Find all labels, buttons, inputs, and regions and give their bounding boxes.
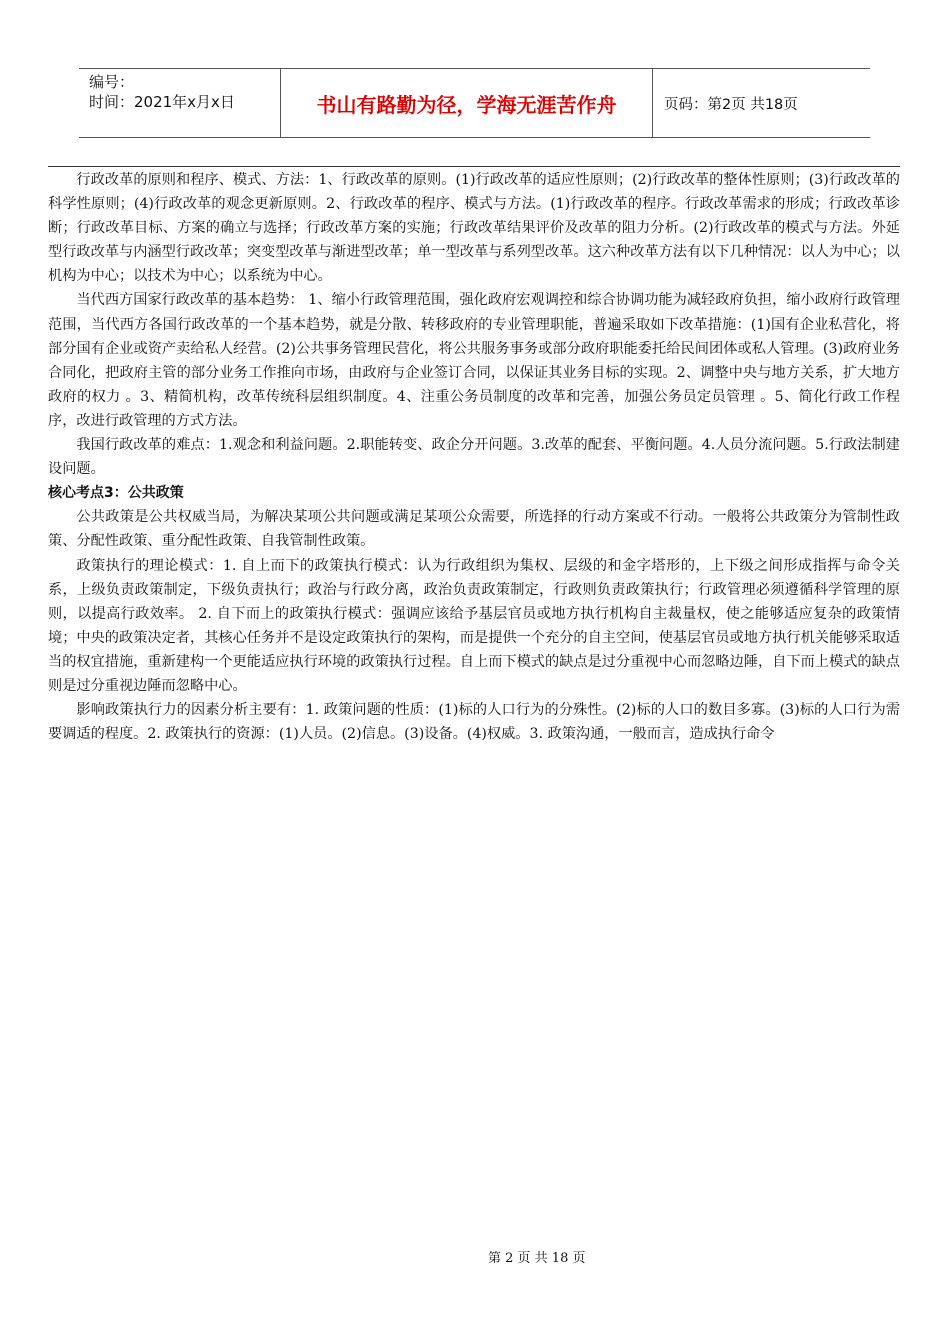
document-date-label: 时间：2021年x月x日 [89,93,235,111]
page-header [79,68,870,138]
header-page-cell [654,69,870,137]
document-body [48,168,900,746]
paragraph-china-difficulties: 我国行政改革的难点：1.观念和利益问题。2.职能转变、政企分开问题。3.改革的配套、平衡问题。4.人员分流问题。5.行政法制建设问题。 [48,437,900,478]
header-motto: 书山有路勤为径，学海无涯苦作舟 [316,92,617,117]
paragraph-implementation-factors: 影响政策执行力的因素分析主要有：1. 政策问题的性质：(1)标的人口行为的分殊性。(2)标的人口的数目多寡。(3)标的人口行为需要调适的程度。2. 政策执行的资源：(1)人员。(2)信息。(3)设备。(4)权威。3. 政策沟通，一般而言，造成执行命令 [48,702,900,743]
document-number-label: 编号： [89,73,135,91]
header-meta-cell [79,69,281,137]
header-page-info: 页码：第2页 共18页 [664,96,798,113]
page-footer: 第 2 页 共 18 页 [488,1251,586,1266]
paragraph-western-trends: 当代西方国家行政改革的基本趋势： 1、缩小行政管理范围，强化政府宏观调控和综合协调功能为减轻政府负担，缩小政府行政管理范围，当代西方各国行政改革的一个基本趋势，就是分散、转移政府的专业管理职能，普遍采取如下改革措施：(1)国有企业私营化，将部分国有企业或资产卖给私人经营。(2)公共事务管理民营化，将公共服务事务或部分政府职能委托给民间团体或私人管理。(3)政府业务合同化，把政府主管的部分业务工作推向市场，由政府与企业签订合同，以保证其业务目标的实现。2、调整中央与地方关系，扩大地方政府的权力 。3、精简机构，改革传统科层组织制度。4、注重公务员制度的改革和完善，加强公务员定员管理 。5、简化行政工作程序，改进行政管理的方式方法。 [48,292,900,429]
paragraph-public-policy-definition: 公共政策是公共权威当局，为解决某项公共问题或满足某项公众需要，所选择的行动方案或不行动。一般将公共政策分为管制性政策、分配性政策、重分配性政策、自我管制性政策。 [48,509,900,550]
section-heading: 核心考点3：公共政策 [48,485,184,502]
paragraph-reform-principles: 行政改革的原则和程序、模式、方法：1、行政改革的原则。(1)行政改革的适应性原则；(2)行政改革的整体性原则；(3)行政改革的科学性原则；(4)行政改革的观念更新原则。2、行政改革的程序、模式与方法。(1)行政改革的程序。行政改革需求的形成；行政改革诊断；行政改革目标、方案的确立与选择；行政改革方案的实施；行政改革结果评价及改革的阻力分析。(2)行政改革的模式与方法。外延型行政改革与内涵型行政改革；突变型改革与渐进型改革；单一型改革与系列型改革。这六种改革方法有以下几种情况：以人为中心；以机构为中心；以技术为中心；以系统为中心。 [48,172,900,285]
header-motto-cell [281,69,653,137]
paragraph-implementation-models: 政策执行的理论模式：1. 自上而下的政策执行模式：认为行政组织为集权、层级的和金字塔形的，上下级之间形成指挥与命令关系，上级负责政策制定，下级负责执行；政治与行政分离，政治负责政策制定，行政则负责政策执行；行政管理必须遵循科学管理的原则，以提高行政效率。 2. 自下而上的政策执行模式：强调应该给予基层官员或地方执行机构自主裁量权，使之能够适应复杂的政策情境；中央的政策决定者，其核心任务并不是设定政策执行的架构，而是提供一个充分的自主空间，使基层官员或地方执行机关能够采取适当的权宜措施，重新建构一个更能适应执行环境的政策执行过程。自上而下模式的缺点是过分重视中心而忽略边陲，自下而上模式的缺点则是过分重视边陲而忽略中心。 [48,557,900,694]
header-divider [48,166,900,167]
